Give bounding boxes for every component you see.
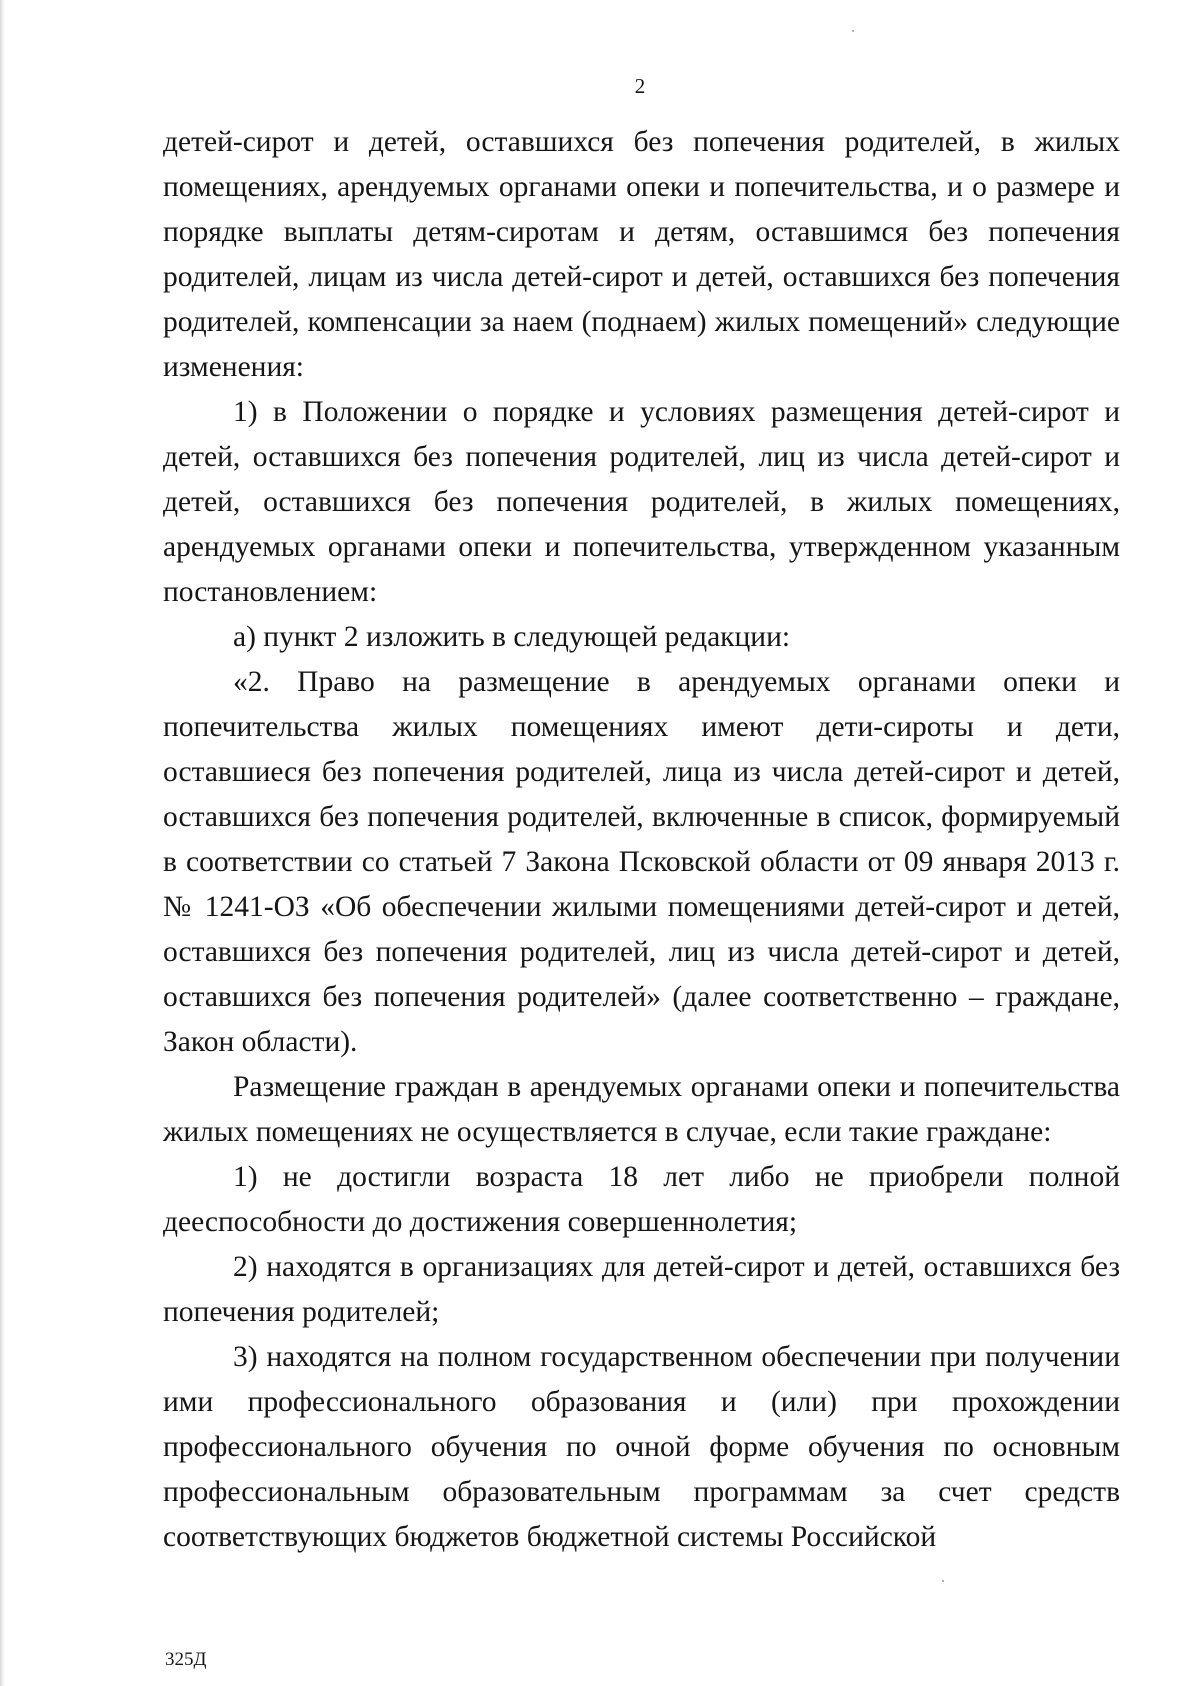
page-number: 2: [634, 74, 646, 98]
document-code: 325Д: [165, 1649, 207, 1670]
scan-speck: [852, 30, 854, 32]
paragraph-placement-exclusions: Размещение граждан в арендуемых органами опеки и попечительства жилых помещениях не осуществляется в случае, если такие граждане:: [163, 1071, 1120, 1148]
paragraph-item-1: 1) в Положении о порядке и условиях размещения детей-сирот и детей, оставшихся без попечения родителей, лиц из числа детей-сирот и детей, оставшихся без попечения родителей, в жилых помещениях, арендуемых органами опеки и попечительства, утвержденном указанным постановлением:: [163, 396, 1120, 608]
paragraph-exclusion-3: 3) находятся на полном государственном обеспечении при получении ими профессионального образования и (или) при прохождении профессионального обучения по очной форме обучения по основным профессиональным образовательным программам за счет средств соответствующих бюджетов бюджетной системы Российской: [163, 1341, 1120, 1553]
paragraph-exclusion-1: 1) не достигли возраста 18 лет либо не приобрели полной дееспособности до достижения совершеннолетия;: [163, 1161, 1120, 1238]
document-body: [163, 120, 1120, 1560]
paragraph-subitem-a: а) пункт 2 изложить в следующей редакции:: [233, 621, 791, 653]
scan-speck: [942, 1580, 944, 1582]
paragraph-continuation: детей-сирот и детей, оставшихся без попечения родителей, в жилых помещениях, арендуемых органами опеки и попечительства, и о размере и порядке выплаты детям-сиротам и детям, оставшимся без попечения родителей, лицам из числа детей-сирот и детей, оставшихся без попечения родителей, компенсации за наем (поднаем) жилых помещений» следующие изменения:: [163, 126, 1120, 383]
scan-edge: [0, 0, 5, 1686]
paragraph-exclusion-2: 2) находятся в организациях для детей-сирот и детей, оставшихся без попечения родителей;: [163, 1251, 1120, 1328]
paragraph-point-2: «2. Право на размещение в арендуемых органами опеки и попечительства жилых помещениях имеют дети-сироты и дети, оставшиеся без попечения родителей, лица из числа детей-сирот и детей, оставшихся без попечения родителей, включенные в список, формируемый в соответствии со статьей 7 Закона Псковской области от 09 января 2013 г. № 1241-ОЗ «Об обеспечении жилыми помещениями детей-сирот и детей, оставшихся без попечения родителей, лиц из числа детей-сирот и детей, оставшихся без попечения родителей» (далее соответственно – граждане, Закон области).: [163, 666, 1120, 1058]
